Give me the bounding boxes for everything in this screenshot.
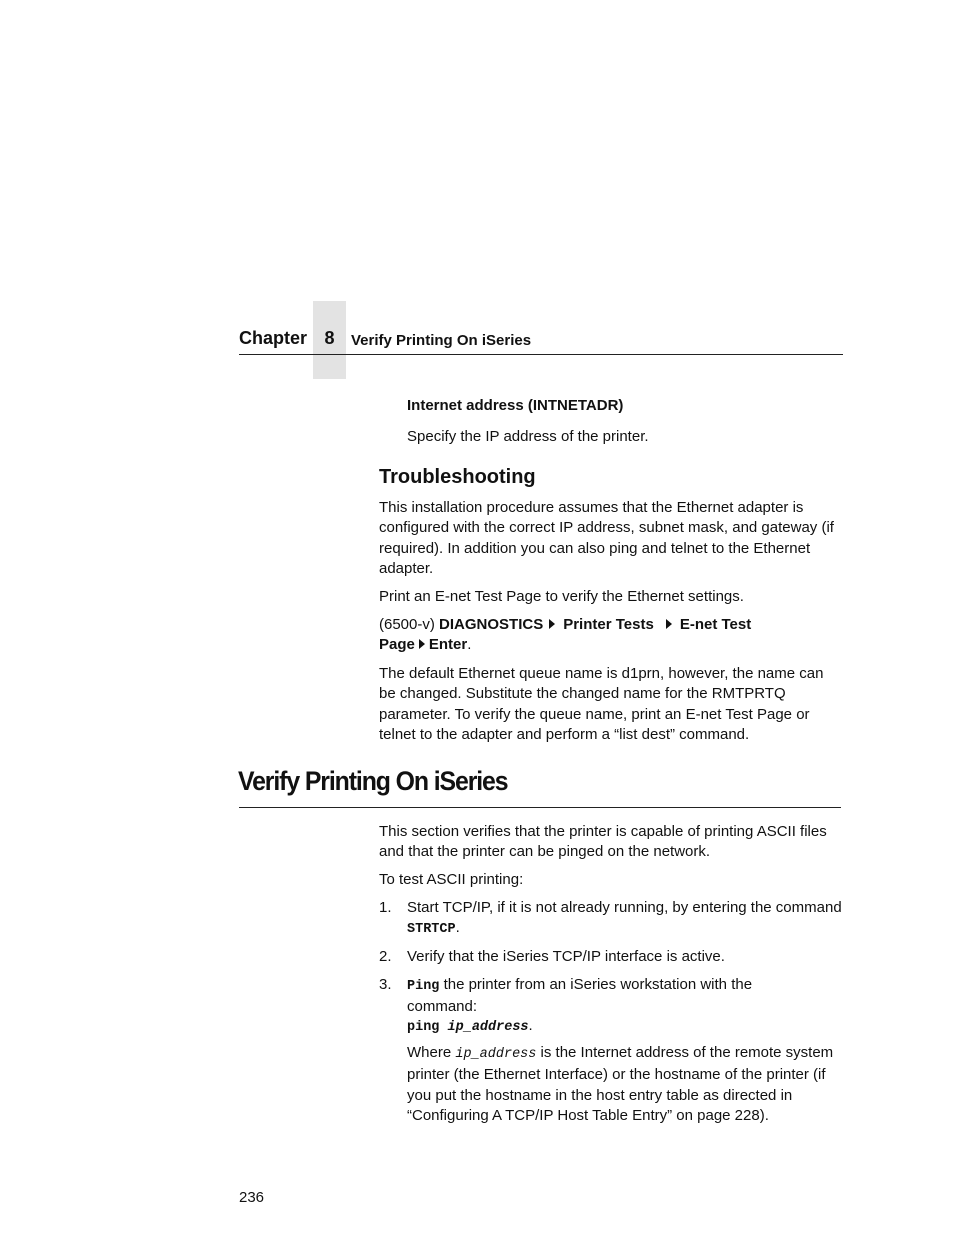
verify-to-test: To test ASCII printing:	[379, 871, 524, 888]
step-1-text-a: Start TCP/IP, if it is not already running, by entering the command	[407, 899, 842, 916]
troubleshooting-para-3: The default Ethernet queue name is d1prn, however, the name can be changed. Substitute the changed name for the RMTPRTQ parameter. To verify the queue name, print an E-net Test Page or telnet to the adapter and perform a “list dest” command.	[379, 665, 824, 744]
step-1-text	[407, 898, 843, 941]
troubleshooting-heading: Troubleshooting	[379, 466, 536, 488]
where-arg: ip_address	[455, 1047, 537, 1062]
step-number: 3.	[379, 976, 392, 993]
chapter-number: 8	[324, 328, 335, 348]
intnetadr-text: Specify the IP address of the printer.	[407, 428, 649, 445]
step-2-text: Verify that the iSeries TCP/IP interface is active.	[407, 948, 725, 965]
intnetadr-heading: Internet address (INTNETADR)	[407, 397, 624, 414]
ping-command-name: ping	[407, 1020, 448, 1035]
troubleshooting-para-2: Print an E-net Test Page to verify the Ethernet settings.	[379, 588, 744, 605]
header-rule	[239, 354, 843, 355]
strtcp-code: STRTCP	[407, 922, 456, 938]
menu-diagnostics: DIAGNOSTICS	[439, 616, 544, 633]
where-rest: is the Internet address of the remote system printer (the Ethernet Interface) or the hostname of the printer (if you put the hostname in the host entry table as directed in “Configuring A TCP/IP Host Table Entry” on page 228).	[407, 1044, 834, 1125]
where-text: Where	[407, 1044, 456, 1061]
menu-arrow-icon	[419, 639, 425, 649]
verify-intro: This section verifies that the printer is capable of printing ASCII files and that the printer can be pinged on the network.	[379, 823, 827, 861]
step-number: 2.	[379, 948, 392, 965]
step-3-text	[407, 975, 807, 1018]
menu-page: Page	[379, 636, 415, 654]
section-rule	[239, 807, 841, 808]
ping-command-arg: ip_address	[447, 1020, 529, 1035]
section-heading: Verify Printing On iSeries	[238, 766, 508, 796]
ping-code: Ping	[407, 979, 440, 994]
ping-command	[407, 1016, 843, 1038]
chapter-label: Chapter	[239, 328, 308, 348]
menu-path	[379, 615, 799, 656]
running-title: Verify Printing On iSeries	[351, 332, 532, 349]
menu-enter: Enter	[428, 636, 468, 654]
menu-arrow-icon	[666, 619, 672, 629]
menu-arrow-icon	[549, 619, 555, 629]
menu-prefix: (6500-v)	[379, 616, 440, 633]
troubleshooting-para-1: This installation procedure assumes that the Ethernet adapter is configured with the correct IP address, subnet mask, and gateway (if required). In addition you can also ping and telnet to the Ethernet adapter.	[379, 499, 834, 578]
step-number: 1.	[379, 899, 392, 916]
ping-command-end: .	[528, 1017, 533, 1034]
menu-enet-test: E-net Test	[679, 616, 752, 633]
menu-printer-tests: Printer Tests	[563, 616, 654, 633]
step-3-where	[407, 1043, 837, 1127]
page-number: 236	[239, 1189, 265, 1206]
step-3-text-a: the printer from an iSeries workstation with the command:	[407, 976, 753, 1016]
step-1-text-b: .	[455, 919, 460, 937]
menu-period: .	[467, 636, 472, 654]
